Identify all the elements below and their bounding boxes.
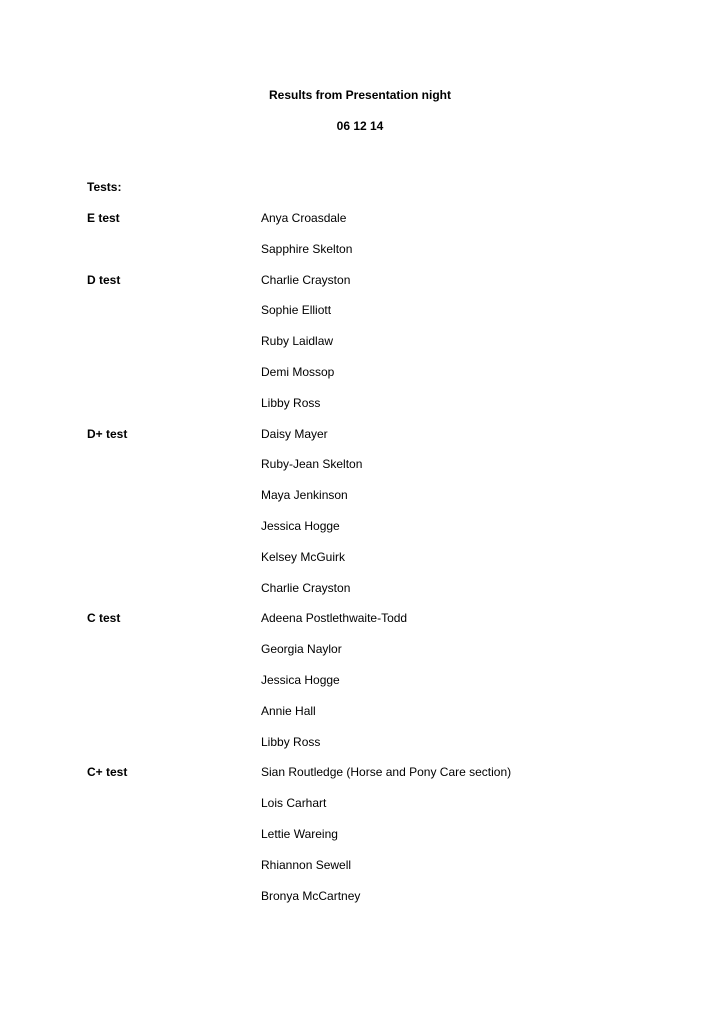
result-row bbox=[0, 672, 720, 703]
result-row bbox=[0, 487, 720, 518]
tests-heading: Tests: bbox=[87, 180, 122, 194]
pupil-name: Lois Carhart bbox=[261, 796, 327, 811]
pupil-name: Adeena Postlethwaite-Todd bbox=[261, 611, 408, 626]
results-list bbox=[0, 210, 720, 918]
pupil-name: Jessica Hogge bbox=[261, 672, 340, 687]
result-row bbox=[0, 333, 720, 364]
result-row bbox=[0, 272, 720, 303]
test-category-label: C test bbox=[87, 611, 121, 626]
test-category-label: D test bbox=[87, 272, 121, 287]
pupil-name: Ruby-Jean Skelton bbox=[261, 457, 363, 472]
pupil-name: Maya Jenkinson bbox=[261, 488, 348, 503]
test-category-label: E test bbox=[87, 211, 120, 225]
pupil-name: Charlie Crayston bbox=[261, 272, 351, 287]
pupil-name: Libby Ross bbox=[261, 734, 321, 749]
result-row bbox=[0, 302, 720, 333]
result-row bbox=[0, 610, 720, 641]
pupil-name: Sophie Elliott bbox=[261, 303, 332, 318]
pupil-name: Sian Routledge (Horse and Pony Care section) bbox=[261, 765, 512, 780]
result-row bbox=[0, 734, 720, 765]
pupil-name: Daisy Mayer bbox=[261, 426, 328, 441]
result-row bbox=[0, 549, 720, 580]
result-row bbox=[0, 426, 720, 457]
pupil-name: Ruby Laidlaw bbox=[261, 334, 334, 349]
result-row bbox=[0, 641, 720, 672]
result-row bbox=[0, 518, 720, 549]
pupil-name: Jessica Hogge bbox=[261, 518, 340, 533]
pupil-name: Annie Hall bbox=[261, 703, 316, 718]
test-category-label: D+ test bbox=[87, 426, 128, 441]
pupil-name: Charlie Crayston bbox=[261, 580, 351, 595]
document-title: Results from Presentation night bbox=[268, 88, 452, 102]
document-date: 06 12 14 bbox=[336, 119, 384, 133]
pupil-name: Anya Croasdale bbox=[261, 211, 347, 225]
pupil-name: Sapphire Skelton bbox=[261, 241, 353, 256]
pupil-name: Rhiannon Sewell bbox=[261, 857, 352, 872]
result-row bbox=[0, 364, 720, 395]
result-row bbox=[0, 888, 720, 919]
result-row bbox=[0, 857, 720, 888]
result-row bbox=[0, 703, 720, 734]
pupil-name: Lettie Wareing bbox=[261, 826, 338, 841]
result-row bbox=[0, 395, 720, 426]
result-row bbox=[0, 241, 720, 272]
pupil-name: Demi Mossop bbox=[261, 364, 335, 379]
result-row bbox=[0, 826, 720, 857]
result-row bbox=[0, 764, 720, 795]
result-row bbox=[0, 456, 720, 487]
pupil-name: Georgia Naylor bbox=[261, 642, 342, 657]
pupil-name: Bronya McCartney bbox=[261, 888, 361, 903]
test-category-label: C+ test bbox=[87, 765, 128, 780]
result-row bbox=[0, 795, 720, 826]
result-row bbox=[0, 210, 720, 241]
result-row bbox=[0, 580, 720, 611]
pupil-name: Kelsey McGuirk bbox=[261, 549, 346, 564]
pupil-name: Libby Ross bbox=[261, 395, 321, 410]
